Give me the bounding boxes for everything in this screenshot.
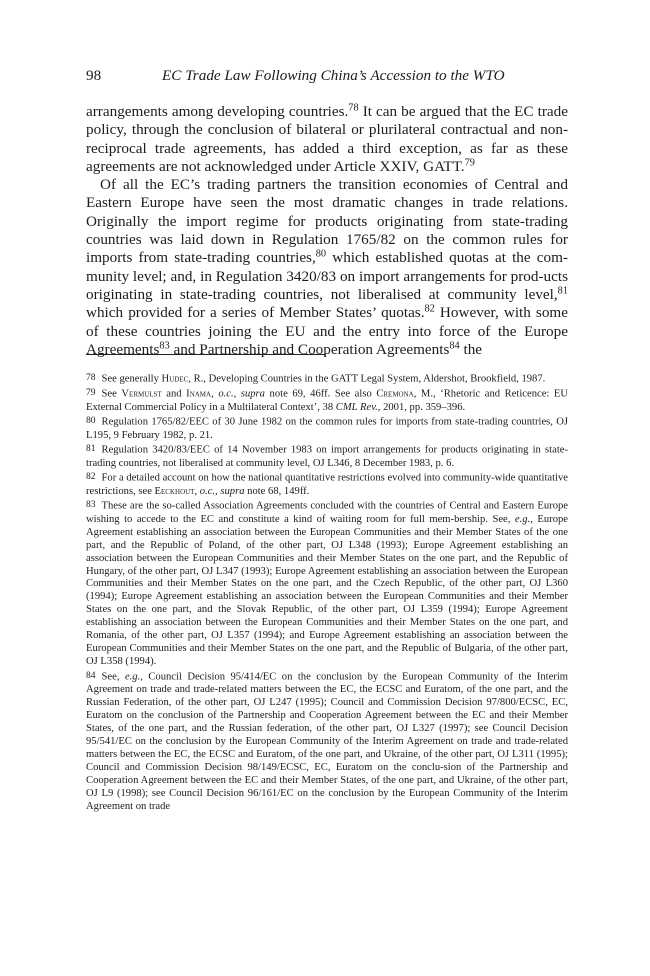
author-name: Hudec — [161, 373, 189, 385]
footnote-separator — [86, 354, 326, 355]
text-span: See, — [101, 671, 125, 683]
text-span: Regulation 1765/82/EEC of 30 June 1982 on the common rules for imports from state-trading countries, OJ L195, 9 February 1982, p. 21. — [86, 416, 568, 441]
footnote-number: 78 — [86, 372, 96, 383]
text-span: , — [194, 485, 200, 497]
text-span: , Council Decision 95/414/EC on the conclusion by the European Community of the Interim Agreement on trade and trade-related matters between the EC, the ECSC and Euratom, of the one part, and the Russian Federation, of the other part, OJ L247 (1995); Council and Commission Decision 97/800/ECSC, EC, Euratom on the conclusion of the Partnership and Cooperation Agreement between the EC and their Member States, of the one part, and the Russian federation, of the other part, OJ L327 (1997); see Council Decision 95/541/EC on the conclusion by the European Community of the Interim Agreement on trade and trade-related matters between the EC, the ECSC and Euratom, of the one part, and Ukraine, of the other part, OJ L311 (1995); Council and Commission Decision 98/149/ECSC, EC, Euratom on the conclu-sion of the Partnership and Cooperation Agreement between the EC and their Member States, of the one part, and Ukraine, of the other part, OJ L9 (1998); see Council Decision 96/161/EC on the conclusion by the European Community of the Interim Agreement on trade — [86, 671, 568, 812]
citation-abbrev: e.g. — [514, 513, 531, 525]
text-span: It can be argued that the EC trade policy, through the conclusion of bilateral or plurilateral contractual and non-reciprocal trade agreements, has added a third exception, as far as these agreements are not acknowledged under Article XXIV, GATT. — [86, 103, 568, 175]
text-span: These are the so-called Association Agreements concluded with the countries of Central and Eastern Europe wishing to accede to the EC and constitute a kind of waiting room for full mem-bership. See, — [86, 500, 568, 525]
text-span: See — [101, 388, 122, 400]
footnote-79 — [86, 387, 568, 415]
footnote-number: 80 — [86, 415, 96, 427]
footnote-ref-82[interactable]: 82 — [424, 303, 435, 315]
author-name: Inama — [186, 388, 212, 400]
author-name: Vermulst — [121, 388, 162, 400]
citation-abbrev: e.g. — [124, 671, 141, 683]
footnote-ref-79[interactable]: 79 — [464, 157, 475, 169]
running-header — [86, 67, 568, 87]
author-name: Cremona — [376, 388, 414, 400]
paragraph — [86, 176, 568, 359]
running-title: EC Trade Law Following China’s Accession to the WTO — [162, 67, 505, 84]
footnote-78 — [86, 372, 568, 387]
page-number: 98 — [86, 67, 102, 84]
text-span: Regulation 3420/83/EEC of 14 November 1983 on import arrangements for products originating in state-trading countries, not liberalised at community level, OJ L346, 8 December 1983, p. 6. — [86, 444, 568, 469]
footnote-ref-81[interactable]: 81 — [557, 285, 568, 297]
author-name: Eeckhout — [154, 485, 195, 497]
footnote-ref-78[interactable]: 78 — [348, 102, 359, 114]
text-span: , — [211, 388, 219, 400]
footnote-82 — [86, 471, 568, 499]
text-span: However, with some of these countries joining the EU and the entry into force of the Europe Agreements — [86, 304, 568, 358]
footnote-84 — [86, 670, 568, 814]
footnote-80 — [86, 415, 568, 443]
footnote-ref-80[interactable]: 80 — [315, 249, 327, 261]
footnote-number: 84 — [86, 669, 96, 681]
footnote-83 — [86, 499, 568, 669]
footnote-number: 83 — [86, 499, 96, 511]
journal-name: CML Rev. — [335, 401, 378, 413]
text-span: which provided for a series of Member States’ quotas. — [86, 304, 425, 322]
footnotes — [86, 372, 568, 814]
text-span: For a detailed account on how the national quantitative restrictions evolved into community-wide quantitative restrictions, see — [86, 472, 568, 497]
footnote-ref-84[interactable]: 84 — [449, 340, 460, 352]
text-span: arrangements among developing countries. — [86, 103, 349, 120]
text-span: Of all the EC’s trading partners the transition economies of Central and Eastern Europe have seen the most dramatic changes in trade relations. Originally the import regime for products originating from state-trading countries was laid down in Regulation 1765/82 on the common rules for imports from state-trading countries, — [86, 176, 568, 267]
footnote-number: 79 — [86, 387, 96, 399]
citation-abbrev: o.c., supra — [218, 388, 265, 400]
text-span: See generally — [101, 373, 162, 385]
footnote-number: 82 — [86, 471, 96, 483]
text-span: , 2001, pp. 359–396. — [377, 401, 466, 413]
text-span: which established quotas at the com-munity level; and, in Regulation 3420/83 on import arrangements for prod-ucts originating in state-trading countries, not liberalised at community level, — [86, 249, 568, 303]
citation-abbrev: o.c., supra — [199, 485, 245, 497]
text-span: and — [161, 388, 187, 400]
text-span: note 69, 46ff. See also — [264, 388, 377, 400]
text-span: and Partnership and Cooperation Agreements — [169, 340, 450, 358]
footnote-81 — [86, 443, 568, 471]
text-span: , Europe Agreement establishing an association between the European Communities and their Member States of the one part, and the Republic of Poland, of the other part, OJ L348 (1993); Europe Agreement establishing an association between the European Communities and their Member States on the one part, and the Republic of Hungary, of the other part, OJ L347 (1993); Europe Agreement establishing an association between the European Communities and their Member States on the one part, and the Czech Republic, of the other part, OJ L360 (1994); Europe Agreement establishing an association between the European Communities and their Member States on the one part, and the Slovak Republic, of the other part, OJ L359 (1994); Europe Agreement establishing an association between the European Communities and their Member States on the one part, and Romania, of the other part, OJ L357 (1994); and Europe Agreement establishing an association between the European Communities and their Member States on the one part, and the Republic of Bulgaria, of the other part, OJ L358 (1994). — [86, 513, 568, 668]
text-span: , M., ‘Rhetoric and Reticence: EU External Commercial Policy in a Multilateral Context’, 38 — [86, 388, 569, 413]
paragraph-continued — [86, 103, 568, 176]
footnote-number: 81 — [86, 443, 96, 455]
text-span: the — [459, 340, 483, 358]
text-span: , R., Developing Countries in the GATT Legal System, Aldershot, Brookfield, 1987. — [188, 373, 546, 385]
footnote-ref-83[interactable]: 83 — [159, 340, 170, 352]
main-text — [86, 103, 568, 359]
text-span: note 68, 149ff. — [244, 485, 310, 497]
